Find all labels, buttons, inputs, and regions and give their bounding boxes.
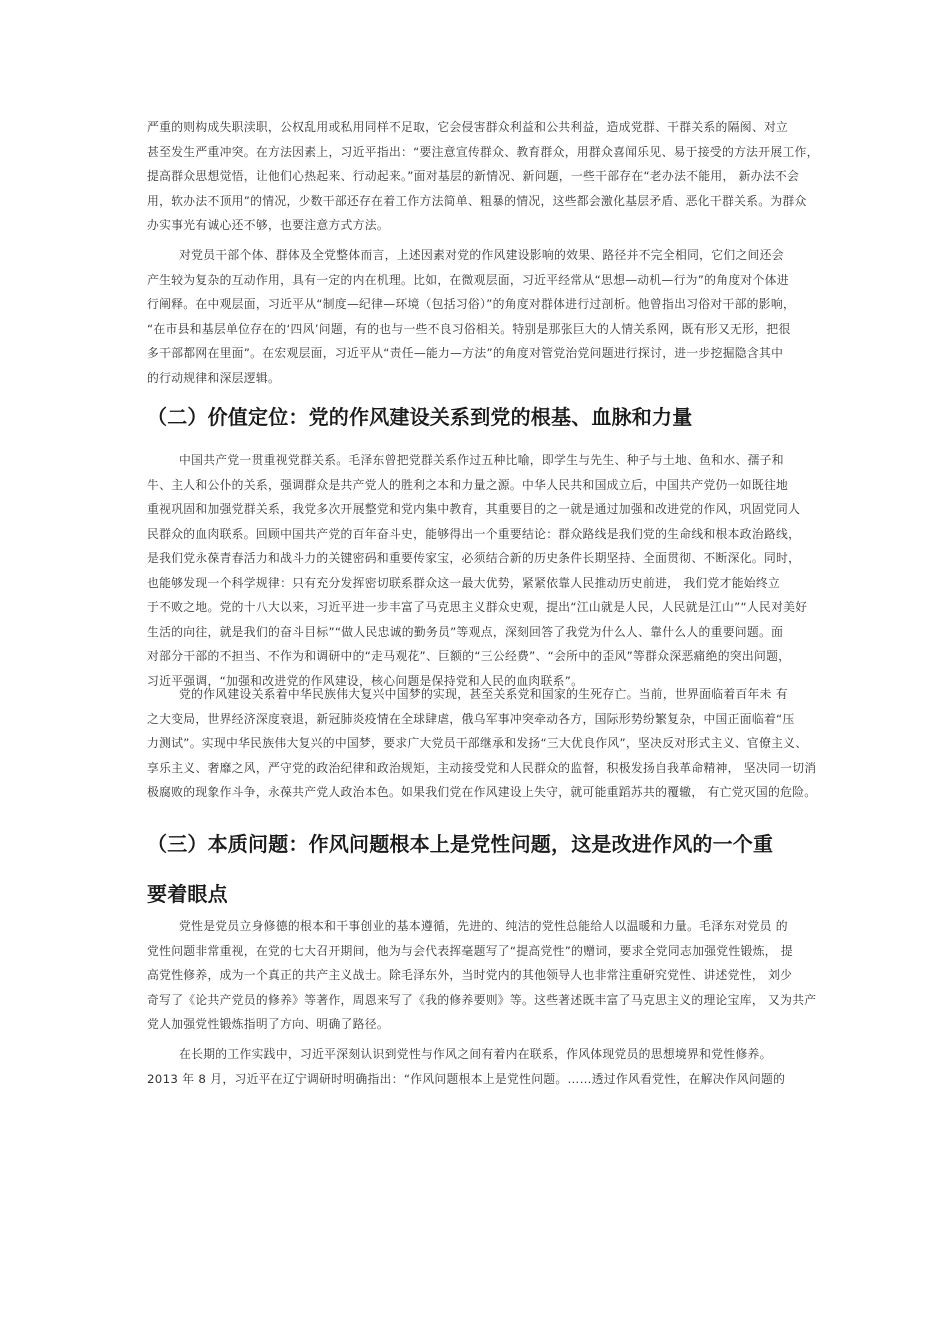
paragraph-6	[147, 1042, 785, 1091]
text-line: 行阐释。在中观层面，习近平从“制度—纪律—环境（包括习俗）”的角度对群体进行过剖析。他曾指出习俗对干部的影响，	[147, 297, 796, 311]
text-line: 也能够发现一个科学规律：只有充分发挥密切联系群众这一最大优势，紧紧依靠人民推动历史前进， 我们党才能始终立	[147, 575, 781, 590]
text-line: 党人加强党性锻炼指明了方向、明确了路径。	[147, 1017, 389, 1031]
text-line: 中国共产党一贯重视党群关系。毛泽东曾把党群关系作过五种比喻，即学生与先生、种子与土地、鱼和水、孺子和	[179, 453, 784, 467]
text-line: 多干部都网在里面”。在宏观层面，习近平从“责任—能力—方法”的角度对管党治党问题进行探讨，进一步挖掘隐含其中	[147, 346, 784, 360]
text-line: 力测试”。实现中华民族伟大复兴的中国梦，要求广大党员干部继承和发扬“三大优良作风”，坚决反对形式主义、官僚主义、	[147, 736, 808, 750]
heading-line: 要着眼点	[147, 882, 228, 906]
text-line: 办实事光有诚心还不够，也要注意方式方法。	[147, 218, 389, 232]
text-line: 用，软办法不顶用”的情况，少数干部还存在着工作方法简单、粗暴的情况，这些都会激化基层矛盾、恶化干群关系。为群众	[147, 193, 807, 208]
paragraph-4	[147, 682, 816, 805]
section-heading-2: （二）价值定位：党的作风建设关系到党的根基、血脉和力量	[147, 405, 693, 429]
paragraph-2	[147, 243, 795, 390]
text-line: 甚至发生严重冲突。在方法因素上，习近平指出：“要注意宣传群众、教育群众，用群众喜闻乐见、易于接受的方法开展工作，	[147, 144, 819, 159]
text-line: “在市县和基层单位存在的‘四风’问题，有的也与一些不良习俗相关。特别是那张巨大的人情关系网，既有形又无形，把很	[147, 321, 791, 336]
section-heading-3	[147, 819, 773, 919]
text-line: 奇写了《论共产党员的修养》等著作，周恩来写了《我的修养要则》等。这些著述既丰富了马克思主义的理论宝库， 又为共产	[147, 992, 817, 1007]
text-line: 是我们党永葆青春活力和战斗力的关键密码和重要传家宝，必须结合新的历史条件长期坚持、全面贯彻、不断深化。同时，	[147, 551, 801, 565]
text-line: 极腐败的现象作斗争，永葆共产党人政治本色。如果我们党在作风建设上失守，就可能重蹈苏共的覆辙， 有亡党灭国的危险。	[147, 785, 817, 799]
paragraph-5	[147, 914, 816, 1037]
text-line: 之大变局，世界经济深度衰退，新冠肺炎疫情在全球肆虐，俄乌军事冲突牵动各方，国际形势纷繁复杂，中国正面临着“压	[147, 711, 795, 726]
text-line: 习近平强调，“加强和改进党的作风建设，核心问题是保持党和人民的血肉联系”。	[147, 673, 584, 688]
text-line: 生活的向往，就是我们的奋斗目标”“做人民忠诚的勤务员”等观点，深刻回答了我党为什么人、靠什么人的重要问题。面	[147, 624, 784, 639]
text-line: 牛、主人和公仆的关系，强调群众是共产党人的胜利之本和力量之源。中华人民共和国成立后，中国共产党仍一如既往地	[147, 477, 789, 492]
text-line: 享乐主义、奢靡之风，严守党的政治纪律和政治规矩，主动接受党和人民群众的监督，积极发扬自我革命精神， 坚决同一切消	[147, 760, 817, 775]
text-line: 对党员干部个体、群体及全党整体而言，上述因素对党的作风建设影响的效果、路径并不完全相同，它们之间还会	[179, 248, 784, 262]
text-line: 产生较为复杂的互动作用，具有一定的内在机理。比如，在微观层面，习近平经常从“思想—动机—行为”的角度对个体进	[147, 272, 789, 287]
text-line: 高党性修养，成为一个真正的共产主义战士。除毛泽东外，当时党内的其他领导人也非常注重研究党性、讲述党性， 刘少	[147, 968, 793, 982]
text-line: 对部分干部的不担当、不作为和调研中的“走马观花”、巨额的“三公经费”、“会所中的歪风”等群众深恶痛绝的突出问题，	[147, 649, 791, 663]
text-line: 在长期的工作实践中，习近平深刻认识到党性与作风之间有着内在联系，作风体现党员的思想境界和党性修养。	[179, 1047, 772, 1061]
text-line: 党性是党员立身修德的根本和干事创业的基本遵循，先进的、纯洁的党性总能给人以温暖和力量。毛泽东对党员 的	[179, 919, 788, 933]
paragraph-3	[147, 448, 807, 693]
text-line: 的行动规律和深层逻辑。	[147, 370, 281, 385]
text-line: 提高群众思想觉悟，让他们心热起来、行动起来。”面对基层的新情况、新问题，一些干部存在“老办法不能用， 新办法不会	[147, 169, 800, 183]
heading-line: （三）本质问题：作风问题根本上是党性问题，这是改进作风的一个重	[147, 832, 774, 856]
text-line: 重视巩固和加强党群关系，我党多次开展整党和党内集中教育，其重要目的之一就是通过加强和改进党的作风，巩固党同人	[147, 502, 801, 516]
paragraph-1	[147, 115, 819, 238]
text-line: 民群众的血肉联系。回顾中国共产党的百年奋斗史，能够得出一个重要结论：群众路线是我们党的生命线和根本政治路线，	[147, 526, 801, 541]
text-line: 党性问题非常重视，在党的七大召开期间，他为与会代表挥毫题写了“提高党性”的赠词，要求全党同志加强党性锻炼， 提	[147, 943, 793, 958]
text-line: 严重的则构成失职渎职，公权乱用或私用同样不足取，它会侵害群众利益和公共利益，造成党群、干群关系的隔阂、对立	[147, 120, 789, 134]
text-line: 党的作风建设关系着中华民族伟大复兴中国梦的实现，甚至关系党和国家的生死存亡。当前，世界面临着百年未 有	[179, 687, 788, 701]
text-line: 于不败之地。党的十八大以来，习近平进一步丰富了马克思主义群众史观，提出“江山就是人民，人民就是江山”“人民对美好	[147, 600, 808, 614]
text-line: 2013 年 8 月，习近平在辽宁调研时明确指出：“作风问题根本上是党性问题。……透过作风看党性，在解决作风问题的	[147, 1071, 786, 1086]
